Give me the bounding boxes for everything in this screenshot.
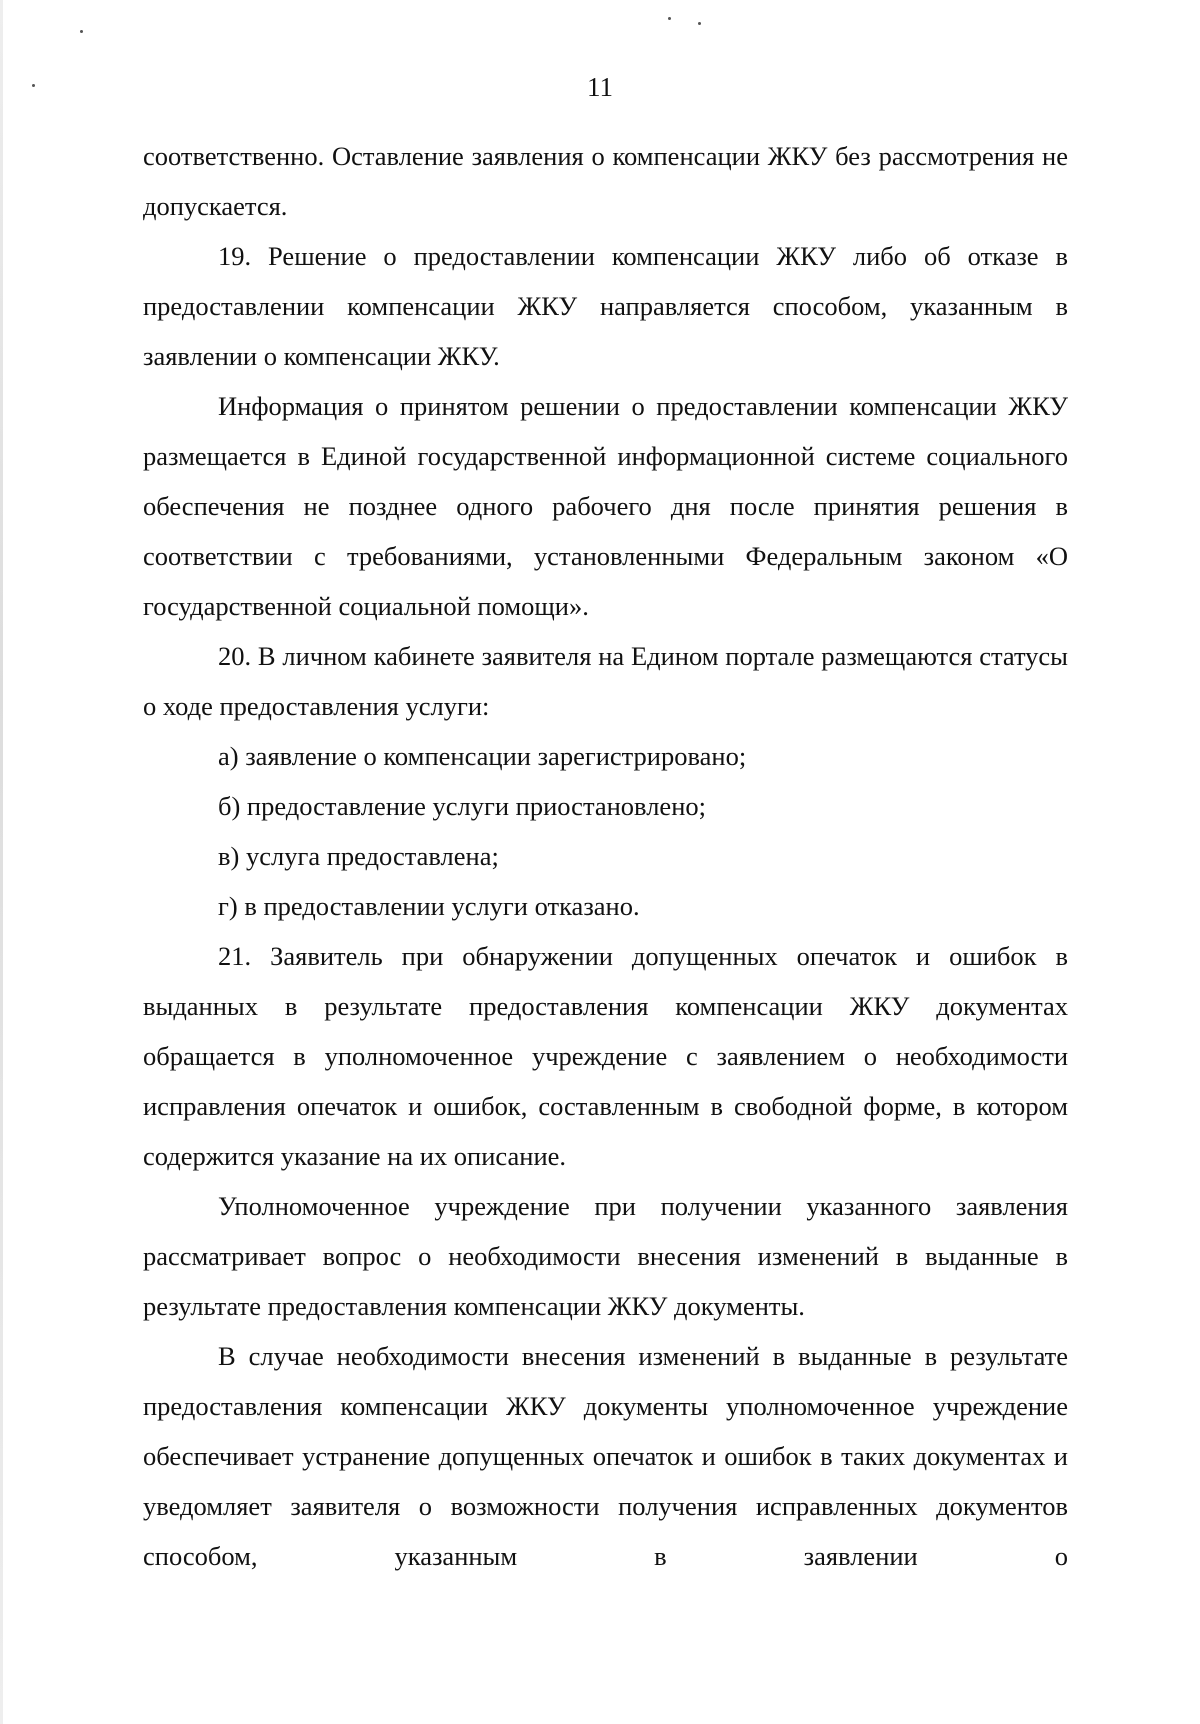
- scan-speck: [80, 30, 83, 33]
- paragraph-correction-case: В случае необходимости внесения изменений в выданные в результате предоставления компенсации ЖКУ документы уполномоченное учреждение обеспечивает устранение допущенных опечаток и ошибок в таких документах и уведомляет заявителя о возможности получения исправленных документов способом, указанным в заявлении о: [143, 1341, 1068, 1571]
- status-item-a: а) заявление о компенсации зарегистрировано;: [218, 741, 747, 771]
- status-item-g: г) в предоставлении услуги отказано.: [218, 891, 640, 921]
- paragraph-continuation: соответственно. Оставление заявления о компенсации ЖКУ без рассмотрения не допускается.: [143, 141, 1068, 221]
- scan-speck: [698, 22, 701, 25]
- paragraph-authorized-institution: Уполномоченное учреждение при получении указанного заявления рассматривает вопрос о необходимости внесения изменений в выданные в результате предоставления компенсации ЖКУ документы.: [143, 1191, 1068, 1321]
- document-body: [143, 131, 1068, 1581]
- scan-speck: [668, 17, 671, 20]
- page-number: 11: [587, 72, 613, 102]
- paragraph-item-20: 20. В личном кабинете заявителя на Едином портале размещаются статусы о ходе предоставления услуги:: [143, 641, 1068, 721]
- scan-edge-shadow: [0, 0, 3, 1724]
- status-item-v: в) услуга предоставлена;: [218, 841, 499, 871]
- paragraph-item-21: 21. Заявитель при обнаружении допущенных опечаток и ошибок в выданных в результате предоставления компенсации ЖКУ документах обращается в уполномоченное учреждение с заявлением о необходимости исправления опечаток и ошибок, составленным в свободной форме, в котором содержится указание на их описание.: [143, 941, 1068, 1171]
- paragraph-item-19: 19. Решение о предоставлении компенсации ЖКУ либо об отказе в предоставлении компенсации ЖКУ направляется способом, указанным в заявлении о компенсации ЖКУ.: [143, 241, 1068, 371]
- paragraph-information: Информация о принятом решении о предоставлении компенсации ЖКУ размещается в Единой государственной информационной системе социального обеспечения не позднее одного рабочего дня после принятия решения в соответствии с требованиями, установленными Федеральным законом «О государственной социальной помощи».: [143, 391, 1068, 621]
- status-item-b: б) предоставление услуги приостановлено;: [218, 791, 706, 821]
